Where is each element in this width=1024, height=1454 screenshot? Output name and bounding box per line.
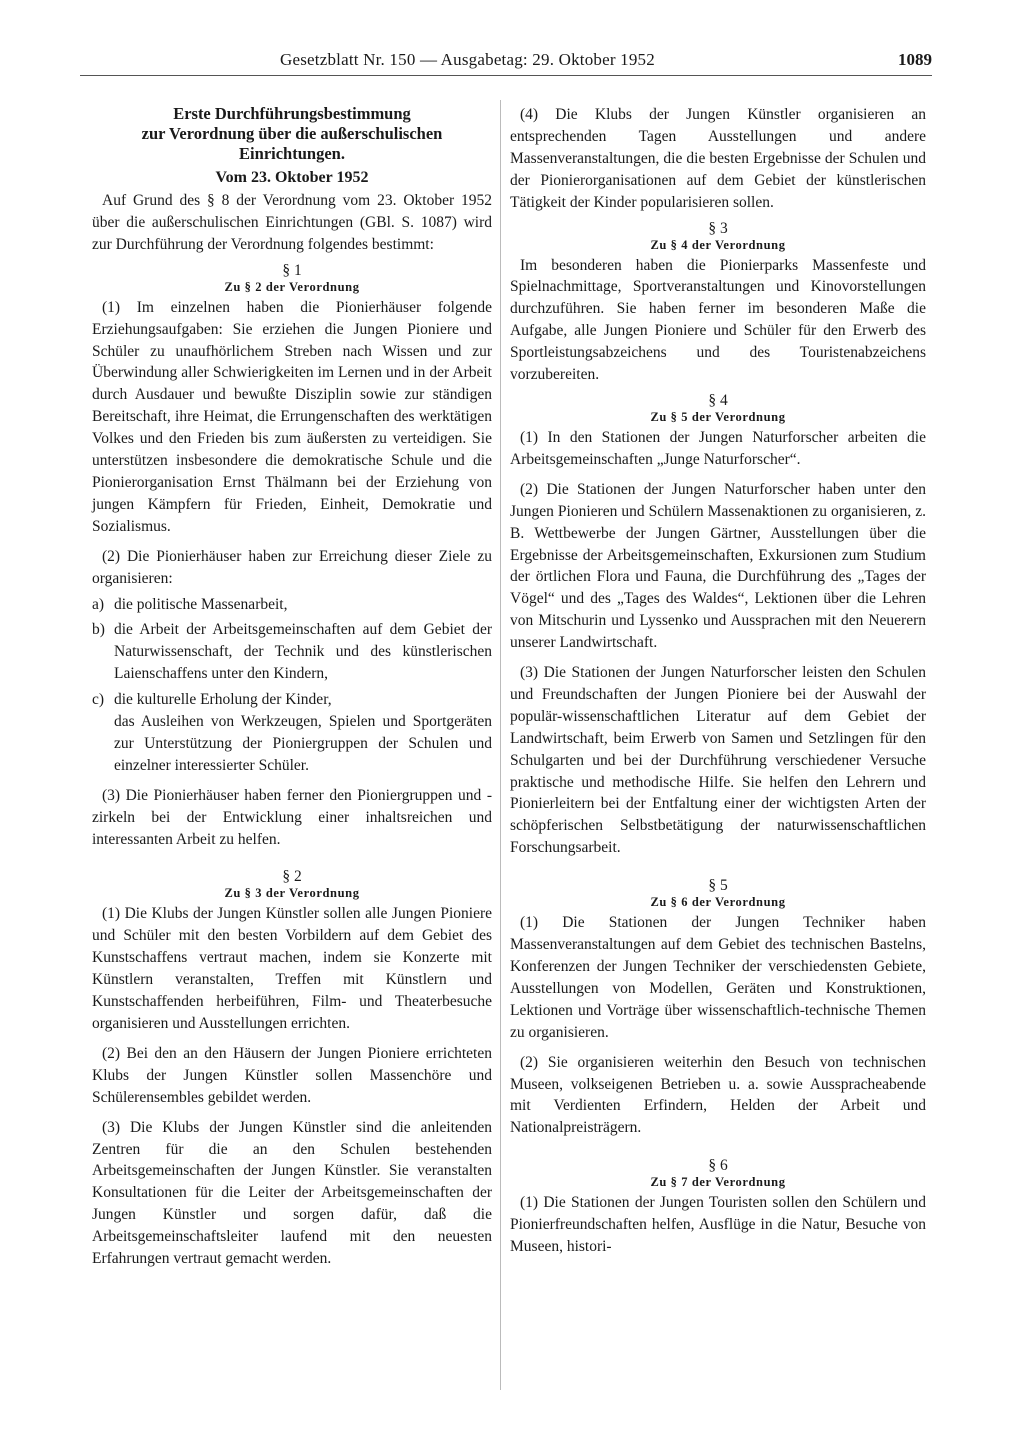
- section-number: § 5: [708, 877, 728, 895]
- section-reference: Zu § 2 der Verordnung: [224, 279, 360, 294]
- list-item-text: die Arbeit der Arbeitsgemeinschaften auf dem Gebiet der Naturwissenschaft, der Technik und des künstlerischen Laienschaffens unter den Kindern,: [114, 621, 492, 683]
- preamble: Auf Grund des § 8 der Verordnung vom 23. Oktober 1952 über die außerschulischen Einrichtungen (GBl. S. 1087) wird zur Durchführung der Verordnung folgendes bestimmt:: [92, 192, 492, 253]
- list-item: [92, 689, 492, 711]
- section-number: § 4: [708, 391, 728, 409]
- right-column: [510, 104, 926, 1258]
- list-item-label: b): [92, 621, 105, 639]
- section-number: § 2: [282, 868, 302, 886]
- list-item: [92, 594, 492, 616]
- section-reference: Zu § 7 der Verordnung: [650, 1175, 786, 1190]
- list-item-text: das Ausleihen von Werkzeugen, Spielen und Sportgeräten zur Unterstützung der Pioniergruppen der Schulen und einzelner interessierter Schüler.: [114, 713, 492, 774]
- left-column: [92, 104, 492, 1270]
- section-number: § 1: [282, 261, 302, 279]
- paragraph: (1) Im einzelnen haben die Pionierhäuser folgende Erziehungsaufgaben: Sie erziehen die Jungen Pioniere und Schüler zu unaufhörlichem Streben nach Wissen und zur Überwindung aller Schwierigkeiten im Lernen und in der Arbeit durch Ausdauer und bewußte Disziplin sowie zur ständigen Bereitschaft, ihre Heimat, die Errungenschaften des werktätigen Volkes und den Frieden bis zum äußersten zu verteidigen. Sie unterstützen insbesondere die demokratische Schule und die Pionierorganisation Ernst Thälmann bei der Erziehung von jungen Kämpfern für Frieden, Einheit, Demokratie und Sozialismus.: [92, 298, 492, 535]
- section-reference: Zu § 3 der Verordnung: [224, 886, 360, 901]
- document-title-line: zur Verordnung über die außerschulischen: [141, 124, 443, 143]
- list-item-label: c): [92, 691, 105, 709]
- document-date: Vom 23. Oktober 1952: [215, 169, 369, 186]
- paragraph: (3) Die Klubs der Jungen Künstler sind die anleitenden Zentren für die an den Schulen bestehenden Arbeitsgemeinschaften der Jungen Künstler. Sie veranstalten Konsultationen für die Leiter der Arbeitsgemeinschaften der Jungen Künstler und sorgen dafür, daß die Arbeitsgemeinschaftsleiter laufend mit den neuesten Erfahrungen vertraut gemacht werden.: [92, 1118, 492, 1268]
- page-header: [80, 50, 932, 74]
- gazette-header-title: Gesetzblatt Nr. 150 — Ausgabetag: 29. Oktober 1952: [280, 50, 655, 69]
- paragraph: (3) Die Stationen der Jungen Naturforscher leisten den Schulen und Freundschaften der Jungen Pioniere bei der Auswahl der populär-wissenschaftlichen Literatur auf dem Gebiet der Landwirtschaft, beim Erwerb von Samen und Setzlingen für den Schulgarten und bei der Durchführung verschiedener Versuche praktische und methodische Hilfe. Sie helfen den Lehrern und Pionierleitern bei der Entfaltung einer der wichtigsten Arten der schöpferischen Selbstbetätigung der naturwissenschaftlichen Forschungsarbeit.: [510, 664, 926, 857]
- paragraph: (1) Die Stationen der Jungen Techniker haben Massenveranstaltungen auf dem Gebiet des technischen Bastelns, Konferenzen der Jungen Techniker der verschiedensten Gebiete, Ausstellungen von Modellen, Geräten und Konstruktionen, Lektionen und Vorträge über wissenschaftlich-technische Themen zu organisieren.: [510, 914, 926, 1041]
- section-number: § 3: [708, 219, 728, 237]
- list-item-text: die kulturelle Erholung der Kinder,: [114, 691, 332, 709]
- document-title-line: Einrichtungen.: [239, 144, 345, 163]
- section-reference: Zu § 5 der Verordnung: [650, 409, 786, 424]
- page-number: 1089: [898, 50, 932, 69]
- list-item-label: a): [92, 595, 105, 613]
- paragraph: (4) Die Klubs der Jungen Künstler organisieren an entsprechenden Tagen Ausstellungen und andere Massenveranstaltungen, die die besten Ergebnisse der Schulen und der Pionierorganisationen auf dem Gebiet der künstlerischen Tätigkeit der Kinder popularisieren sollen.: [510, 106, 926, 211]
- section-reference: Zu § 6 der Verordnung: [650, 895, 786, 910]
- paragraph: (2) Die Pionierhäuser haben zur Erreichung dieser Ziele zu organisieren:: [92, 547, 492, 587]
- section-reference: Zu § 4 der Verordnung: [650, 237, 786, 252]
- list-item: [92, 619, 492, 685]
- paragraph: (2) Bei den an den Häusern der Jungen Pioniere errichteten Klubs der Jungen Künstler sollen Massenchöre und Schülerensembles gebildet werden.: [92, 1044, 492, 1106]
- paragraph: Im besonderen haben die Pionierparks Massenfeste und Spielnachmittage, Sportveranstaltungen und Kinovorstellungen durchzuführen. Sie haben ferner im besonderen Maße die Aufgabe, alle Jungen Pioniere und Schüler für den Erwerb des Sportleistungsabzeichens und des Touristenabzeichens vorzubereiten.: [510, 256, 926, 384]
- paragraph: (2) Sie organisieren weiterhin den Besuch von technischen Museen, volkseigenen Betrieben u. a. sowie Ausspracheabende mit Verdienten Erfindern, Helden der Arbeit und Nationalpreisträgern.: [510, 1053, 926, 1137]
- list-item-continuation: [92, 711, 492, 777]
- paragraph: (2) Die Stationen der Jungen Naturforscher haben unter den Jungen Pionieren und Schülern Massenaktionen zu organisieren, z. B. Wettbewerbe der Jungen Gärtner, Ausstellungen über die Ergebnisse der Arbeitsgemeinschaften, Exkursionen zum Studium der örtlichen Flora und Fauna, die Durchführung des „Tages der Vögel“ und des „Tages des Waldes“, Lektionen über die Lehren von Mitschurin und Lyssenko und Aussprachen mit den Neuerern unserer Landwirtschaft.: [510, 480, 926, 652]
- list-item-text: die politische Massenarbeit,: [114, 595, 288, 613]
- document-title-line: Erste Durchführungsbestimmung: [173, 104, 411, 123]
- header-rule: [80, 75, 932, 76]
- column-divider: [500, 100, 501, 1390]
- paragraph: (3) Die Pionierhäuser haben ferner den Pioniergruppen und -zirkeln bei der Entwicklung einer inhaltsreichen und interessanten Arbeit zu helfen.: [92, 786, 492, 848]
- paragraph: (1) Die Klubs der Jungen Künstler sollen alle Jungen Pioniere und Schüler mit den besten Vorbildern auf dem Gebiet des Kunstschaffens vertraut machen, indem sie Konzerte mit Künstlern veranstalten, Treffen mit Künstlern und Kunstschaffenden herbeiführen, Film- und Theaterbesuche organisieren und Ausstellungen errichten.: [92, 905, 492, 1032]
- document-title: [92, 104, 492, 164]
- paragraph: (1) In den Stationen der Jungen Naturforscher arbeiten die Arbeitsgemeinschaften „Junge Naturforscher“.: [510, 428, 926, 468]
- section-number: § 6: [708, 1157, 728, 1175]
- paragraph: (1) Die Stationen der Jungen Touristen sollen den Schülern und Pionierfreundschaften helfen, Ausflüge in die Natur, Besuche von Museen, histori-: [510, 1194, 926, 1256]
